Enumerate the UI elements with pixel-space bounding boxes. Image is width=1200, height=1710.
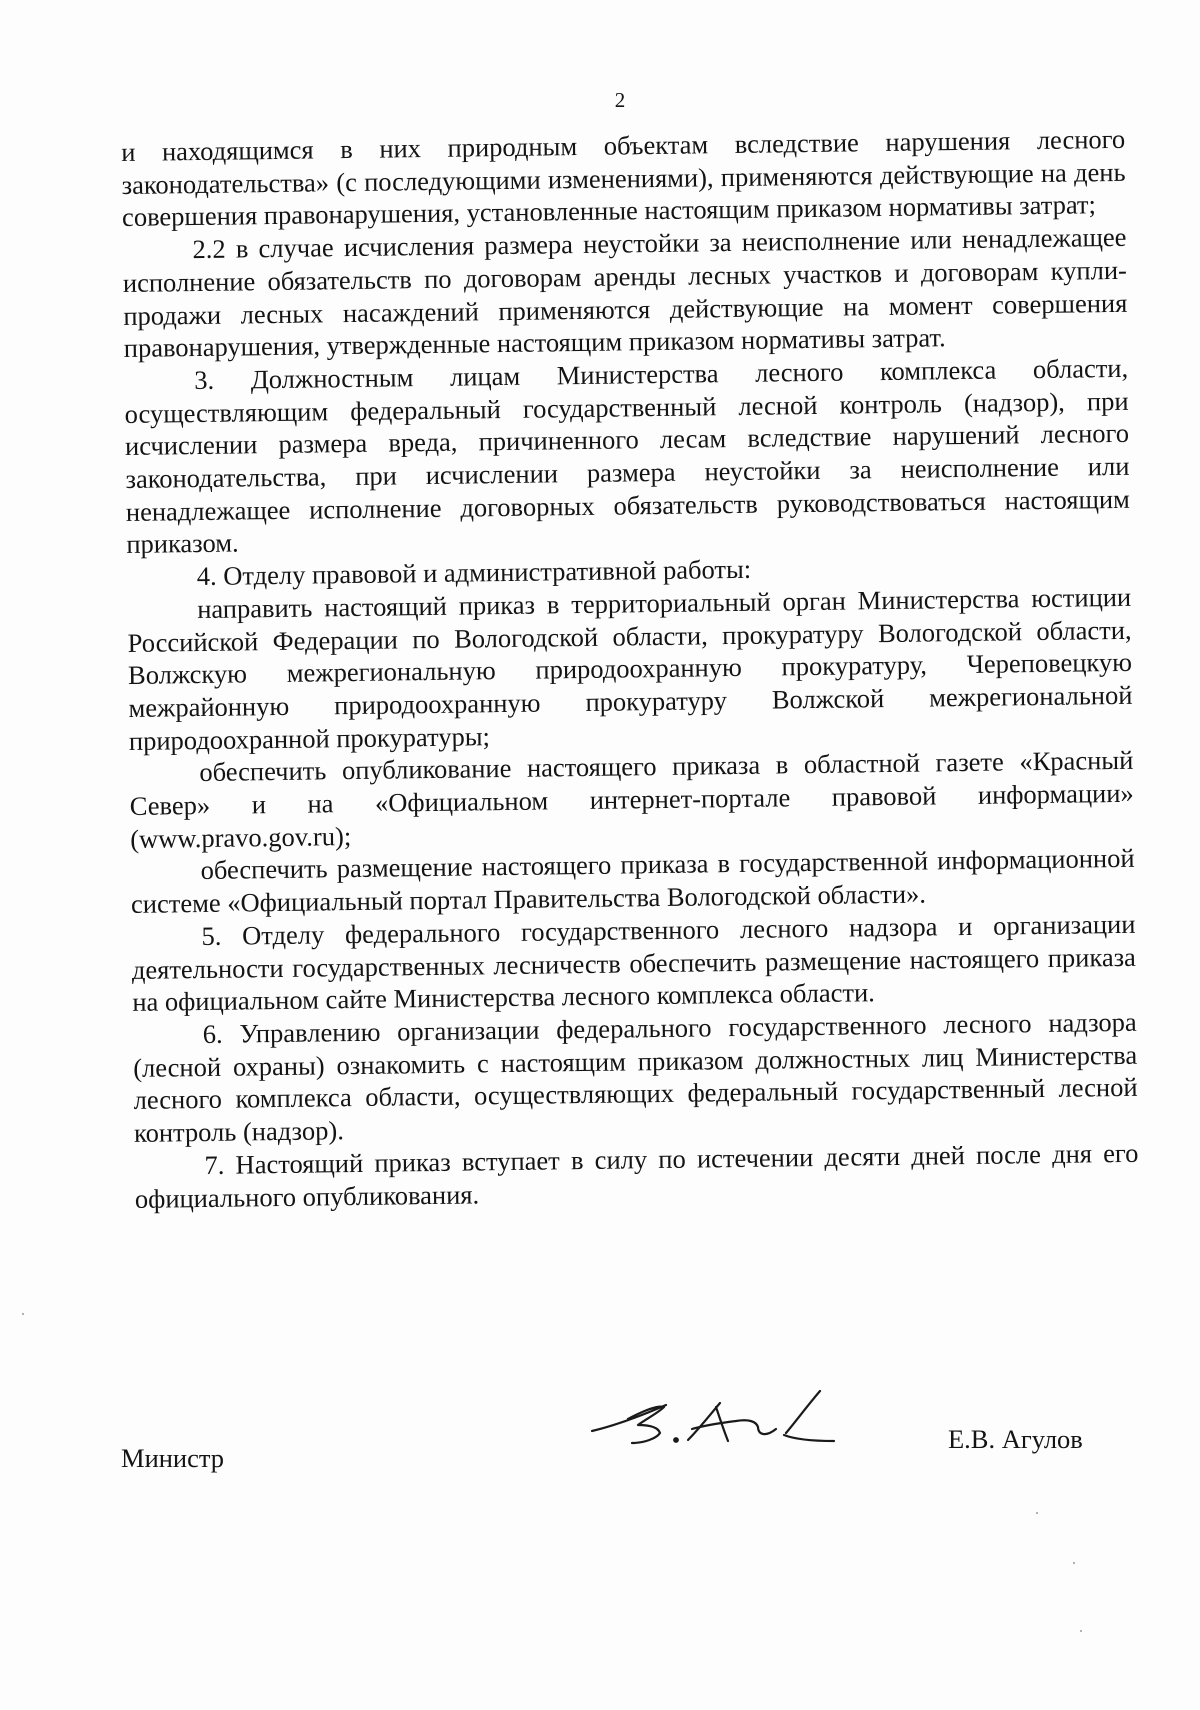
paragraph-4-publication: обеспечить опубликование настоящего приказа в областной газете «Красный Север» и на «Официальном интернет-портале правовой информации» (www.pravo.gov.ru);: [129, 745, 1134, 854]
scan-speck: [1080, 1630, 1082, 1632]
paragraph-4-portal-placement: обеспечить размещение настоящего приказа в государственной информационной системе «Официальный портал Правительства Вологодской области».: [130, 843, 1135, 920]
signatory-name: Е.В. Агулов: [948, 1424, 1083, 1454]
paragraph-7: 7. Настоящий приказ вступает в силу по истечении десяти дней после дня его официального опубликования.: [134, 1137, 1139, 1214]
paragraph-6: 6. Управлению организации федерального государственного лесного надзора (лесной охраны) ознакомить с настоящим приказом должностных лиц Министерства лесного комплекса области, осуществляющих федеральный государственный лесной контроль (надзор).: [132, 1006, 1138, 1149]
paragraph-4: 4. Отделу правовой и административной работы:: [196, 553, 752, 592]
scan-speck: [1036, 1512, 1038, 1514]
paragraph-continuation: и находящимся в них природным объектам вследствие нарушения лесного законодательства» (с последующими изменениями), применяются действующие на день совершения правонарушения, установленные настоящим приказом нормативы затрат;: [121, 123, 1126, 233]
paragraph-4-direct-order: направить настоящий приказ в территориальный орган Министерства юстиции Российской Федерации по Вологодской области, прокуратуру Вологодской области, Волжскую межрегиональную природоохранную прокуратуру, Череповецкую межрайонную природоохранную прокуратуру Волжской межрегиональной природоохранной прокуратуры;: [127, 581, 1133, 756]
paragraph-5: 5. Отделу федерального государственного лесного надзора и организации деятельности государственных лесничеств обеспечить размещение настоящего приказа на официальном сайте Министерства лесного комплекса области.: [131, 908, 1137, 1018]
scan-speck: [1073, 1562, 1075, 1564]
signatory-position: Министр: [121, 1443, 225, 1473]
paragraph-3: 3. Должностным лицам Министерства лесного комплекса области, осуществляющим федеральный государственный лесной контроль (надзор), при исчислении размера вреда, причиненного лесам вследствие нарушений лесного законодательства, при исчислении размера неустойки за неисполнение или ненадлежащее исполнение договорных обязательств руководствоваться настоящим приказом.: [124, 352, 1131, 560]
paragraph-2-2: 2.2 в случае исчисления размера неустойки за неисполнение или ненадлежащее исполнение обязательств по договорам аренды лесных участков и договорам купли-продажи лесных насаждений применяются действующие на момент совершения правонарушения, утвержденные настоящим приказом нормативы затрат.: [122, 221, 1128, 364]
handwritten-signature: [588, 1385, 838, 1455]
scan-speck: [22, 1313, 24, 1315]
page-number: 2: [614, 88, 626, 112]
